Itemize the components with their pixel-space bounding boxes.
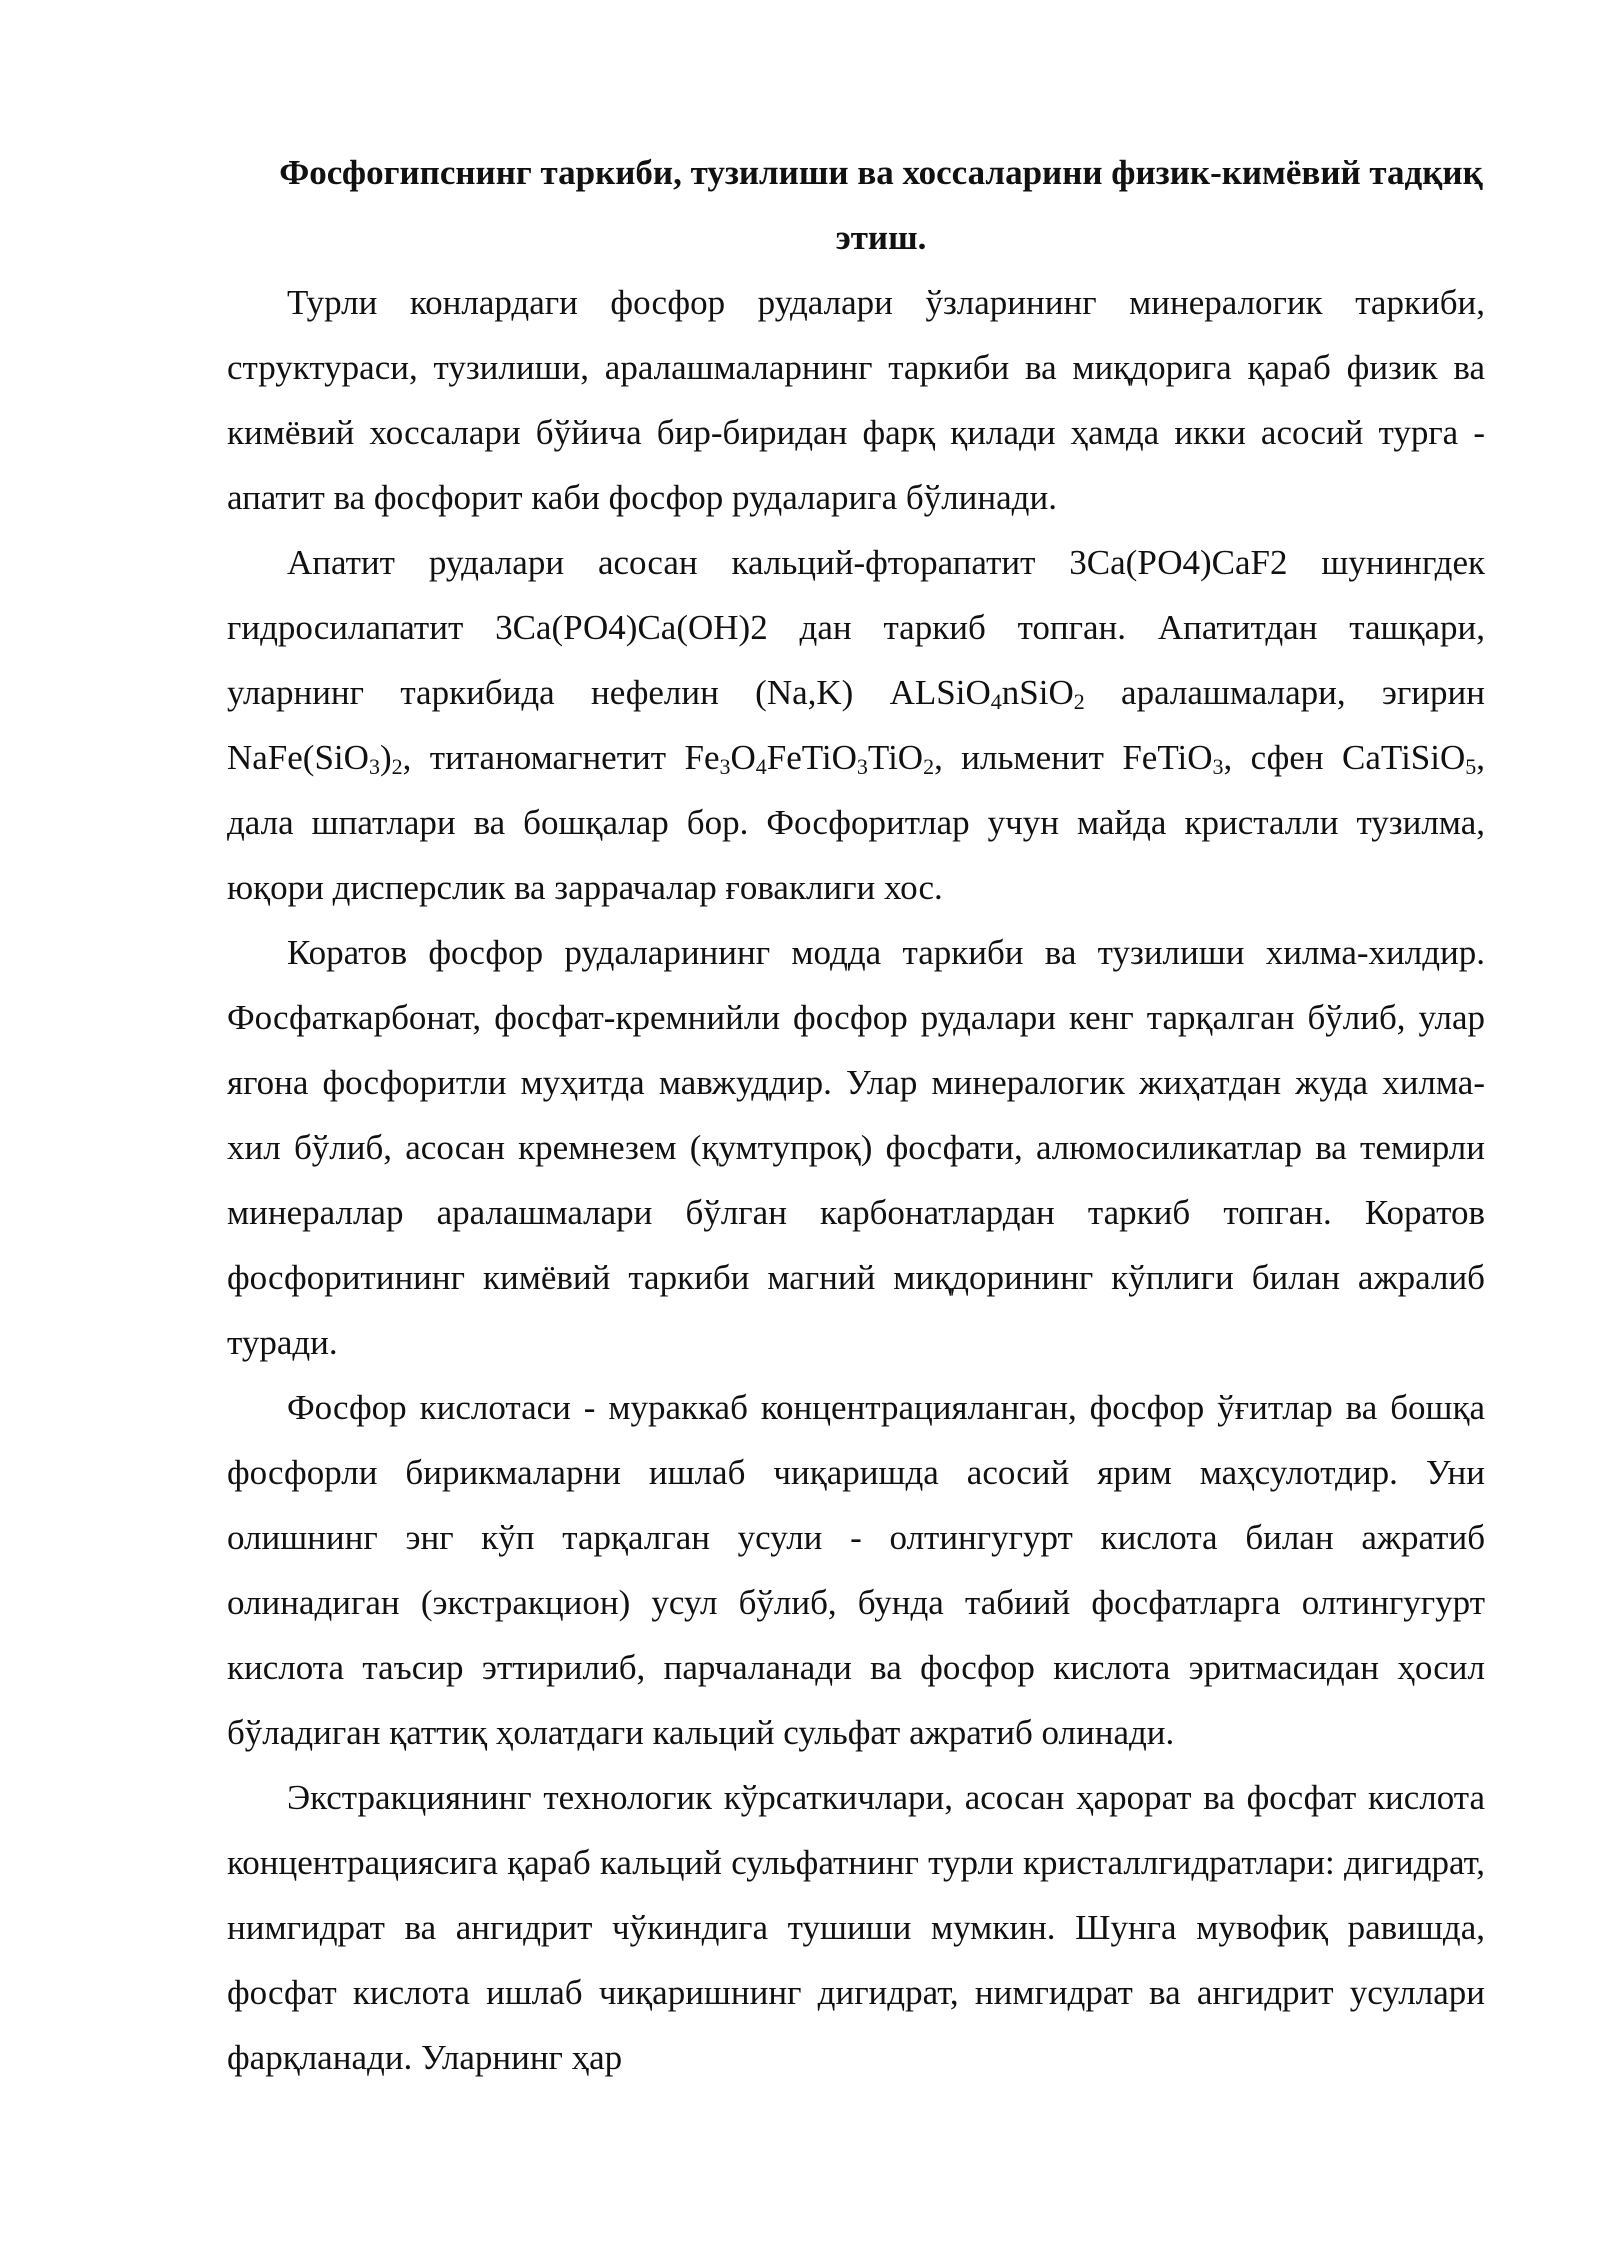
paragraph-2-text: , дала шпатлари ва бошқалар бор. Фосфоритлар учун майда кристалли тузилма, юқори дисперслик ва заррачалар ғоваклиги хос. [227, 738, 1486, 907]
paragraph-2-text: , сфен CaTiSiO [1223, 738, 1466, 777]
paragraph-3: Коратов фосфор рудаларининг модда таркиби ва тузилиши хилма-хилдир. Фосфаткарбонат, фосфат-кремнийли фосфор рудалари кенг тарқалган бўлиб, улар ягона фосфоритли муҳитда мавжуддир. Улар минералогик жиҳатдан жуда хилма-хил бўлиб, асосан кремнезем (қумтупроқ) фосфати, алюмосиликатлар ва темирли минераллар аралашмалари бўлган карбонатлардан таркиб топган. Коратов фосфоритининг кимёвий таркиби магний миқдорининг кўплиги билан ажралиб туради. [227, 933, 1485, 1362]
paragraph-2 [227, 530, 1485, 920]
subscript: 3 [368, 754, 380, 779]
paragraph-2-text: FeTiO [766, 738, 857, 777]
paragraph-2-text: , ильменит FeTiO [934, 738, 1213, 777]
subscript: 4 [755, 754, 767, 779]
paragraph-4: Фосфор кислотаси - мураккаб концентрацияланган, фосфор ўғитлар ва бошқа фосфорли бирикмаларни ишлаб чиқаришда асосий ярим маҳсулотдир. Уни олишнинг энг кўп тарқалган усули - олтингугурт кислота билан ажратиб олинадиган (экстракцион) усул бўлиб, бунда табиий фосфатларга олтингугурт кислота таъсир эттирилиб, парчаланади ва фосфор кислота эритмасидан ҳосил бўладиган қаттиқ ҳолатдаги кальций сульфат ажратиб олинади. [227, 1388, 1485, 1752]
document-page [227, 140, 1485, 2090]
paragraph-2-text: аралашмалари, эгирин NaFe(SiO [227, 673, 1485, 777]
subscript: 4 [990, 689, 1002, 714]
subscript: 2 [923, 754, 935, 779]
paragraph-2-text: Апатит рудалари асосан кальций-фторапатит 3Са(РО4)СаF2 шунингдек гидросилапатит 3Са(РО4)Са(ОН)2 дан таркиб топган. Апатитдан ташқари, уларнинг таркибида нефелин (Na,K) ALSiO [227, 543, 1485, 712]
paragraph-2-text: O [730, 738, 756, 777]
subscript: 3 [719, 754, 731, 779]
subscript: 2 [391, 754, 403, 779]
subscript: 2 [1073, 689, 1085, 714]
paragraph-2-text: , титаномагнетит Fe [402, 738, 720, 777]
paragraph-2-text: TiO [867, 738, 924, 777]
document-title: Фосфогипснинг таркиби, тузилиши ва хоссаларини физик-кимёвий тадқиқ этиш. [279, 153, 1483, 257]
paragraph-5: Экстракциянинг технологик кўрсаткичлари, асосан ҳарорат ва фосфат кислота концентрациясига қараб кальций сульфатнинг турли кристаллгидратлари: дигидрат, нимгидрат ва ангидрит чўкиндига тушиши мумкин. Шунга мувофиқ равишда, фосфат кислота ишлаб чиқаришнинг дигидрат, нимгидрат ва ангидрит усуллари фарқланади. Уларнинг ҳар [227, 1778, 1485, 2077]
subscript: 3 [856, 754, 868, 779]
subscript: 5 [1465, 754, 1477, 779]
paragraph-1: Турли конлардаги фосфор рудалари ўзларининг минералогик таркиби, структураси, тузилиши, аралашмаларнинг таркиби ва миқдорига қараб физик ва кимёвий хоссалари бўйича бир-биридан фарқ қилади ҳамда икки асосий турга - апатит ва фосфорит каби фосфор рудаларига бўлинади. [227, 283, 1485, 517]
paragraph-2-text: nSiO [1001, 673, 1074, 712]
subscript: 3 [1212, 754, 1224, 779]
paragraph-2-text: ) [379, 738, 392, 777]
